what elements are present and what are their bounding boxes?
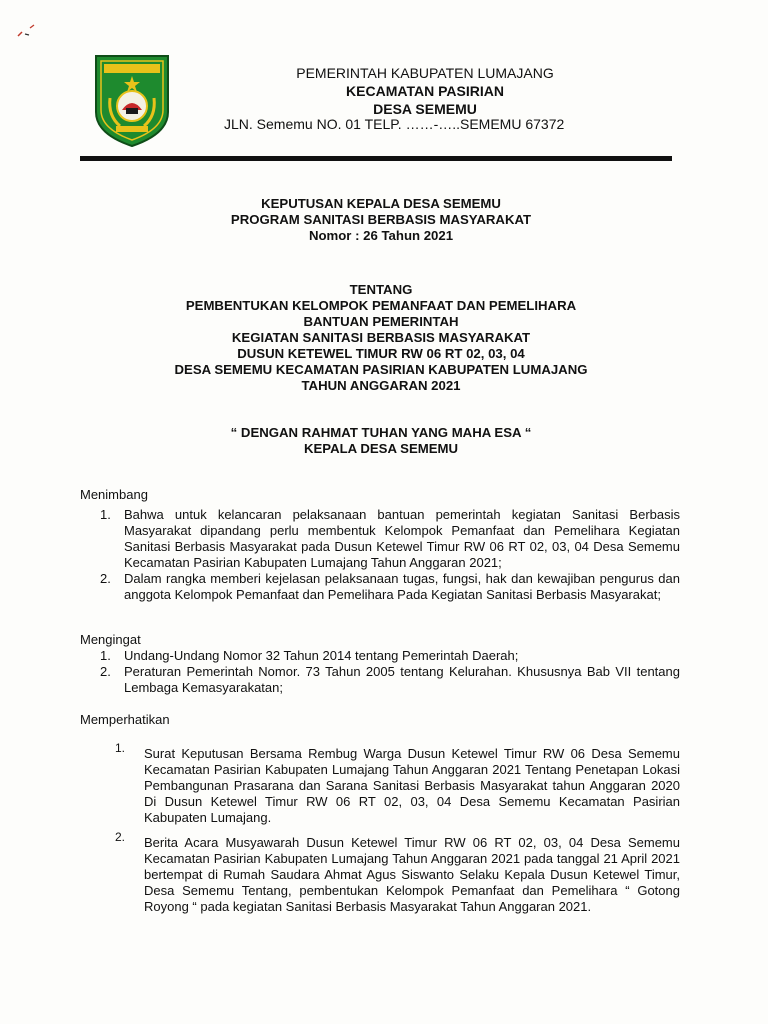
list-item [80,507,680,571]
section-menimbang [80,487,680,603]
decree-title-line1: KEPUTUSAN KEPALA DESA SEMEMU [261,196,501,211]
item-text: Bahwa untuk kelancaran pelaksanaan bantuan pemerintah kegiatan Sanitasi Berbasis Masyarakat dipandang perlu membentuk Kelompok Pemanfaat dan Pemelihara Kegiatan Sanitasi Berbasis Masyarakat pada Dusun Ketewel Timur RW 06 RT 02, 03, 04 Desa Sememu Kecamatan Pasirian Kabupaten Lumajang Tahun Anggaran 2021; [124,507,680,570]
list-item [80,830,680,915]
decree-title-line2: PROGRAM SANITASI BERBASIS MASYARAKAT [230,212,532,227]
tentang-line4: DUSUN KETEWEL TIMUR RW 06 RT 02, 03, 04 [237,346,525,361]
decree-subject [80,282,682,394]
item-text: Peraturan Pemerintah Nomor. 73 Tahun 2005 tentang Kelurahan. Khususnya Bab VII tentang Lembaga Kemasyarakatan; [124,664,680,695]
tentang-line6: TAHUN ANGGARAN 2021 [301,378,461,393]
blessing-line1: “ DENGAN RAHMAT TUHAN YANG MAHA ESA “ [230,425,532,440]
tentang-line2: BANTUAN PEMERINTAH [303,314,459,329]
tentang-line3: KEGIATAN SANITASI BERBASIS MASYARAKAT [231,330,531,345]
item-text: Surat Keputusan Bersama Rembug Warga Dusun Ketewel Timur RW 06 Desa Sememu Kecamatan Pasirian Kabupaten Lumajang Tahun Anggaran 2021 Tentang Penetapan Lokasi Pembangunan Prasarana dan Sarana Sanitasi Berbasis Masyarakat tahun Anggaran 2020 Di Dusun Ketewel Timur RW 06 RT 02, 03, 04 Desa Sememu Kecamatan Pasirian Kabupaten Lumajang. [144,746,680,825]
letterhead [220,64,630,118]
item-number: 1. [100,507,111,522]
letterhead-divider [80,156,672,161]
blessing [80,425,682,457]
blessing-line2: KEPALA DESA SEMEMU [303,441,459,456]
item-number: 1. [100,648,111,663]
section-memperhatikan [80,712,680,924]
list-item [80,571,680,603]
kabupaten-lumajang-emblem [90,52,174,148]
item-number: 1. [115,741,126,755]
section-mengingat [80,632,680,696]
section-label-mengingat: Mengingat [80,632,141,647]
item-text: Berita Acara Musyawarah Dusun Ketewel Timur RW 06 RT 02, 03, 04 Desa Sememu Kecamatan Pasirian Kabupaten Lumajang Tahun Anggaran 2021 pada tanggal 21 April 2021 bertempat di Rumah Saudara Ahmat Agus Siswanto Selaku Kepala Dusun Ketewel Timur, Desa Sememu Tentang, pembentukan Kelompok Pemanfaat dan Pemelihara “ Gotong Royong “ pada kegiatan Sanitasi Berbasis Masyarakat Tahun Anggaran 2021. [144,835,680,914]
item-number: 2. [100,664,111,679]
item-number: 2. [115,830,126,844]
section-label-memperhatikan: Memperhatikan [80,712,170,727]
letterhead-address: JLN. Sememu NO. 01 TELP. ……-…..SEMEMU 67372 [224,116,565,132]
list-item [80,741,680,826]
handwritten-mark [16,22,48,40]
section-label-menimbang: Menimbang [80,487,148,502]
letterhead-district: KECAMATAN PASIRIAN [346,83,504,99]
letterhead-village: DESA SEMEMU [373,101,477,117]
decree-title [80,196,682,244]
item-text: Dalam rangka memberi kejelasan pelaksanaan tugas, fungsi, hak dan kewajiban pengurus dan anggota Kelompok Pemanfaat dan Pemelihara Pada Kegiatan Sanitasi Berbasis Masyarakat; [124,571,680,602]
tentang-line1: PEMBENTUKAN KELOMPOK PEMANFAAT DAN PEMELIHARA [185,298,577,313]
item-text: Undang-Undang Nomor 32 Tahun 2014 tentang Pemerintah Daerah; [124,648,519,663]
item-number: 2. [100,571,111,586]
decree-number: Nomor : 26 Tahun 2021 [308,228,454,243]
list-item [80,664,680,696]
tentang-heading: TENTANG [349,282,413,297]
list-item [80,648,680,664]
tentang-line5: DESA SEMEMU KECAMATAN PASIRIAN KABUPATEN LUMAJANG [174,362,588,377]
letterhead-government: PEMERINTAH KABUPATEN LUMAJANG [296,65,554,81]
